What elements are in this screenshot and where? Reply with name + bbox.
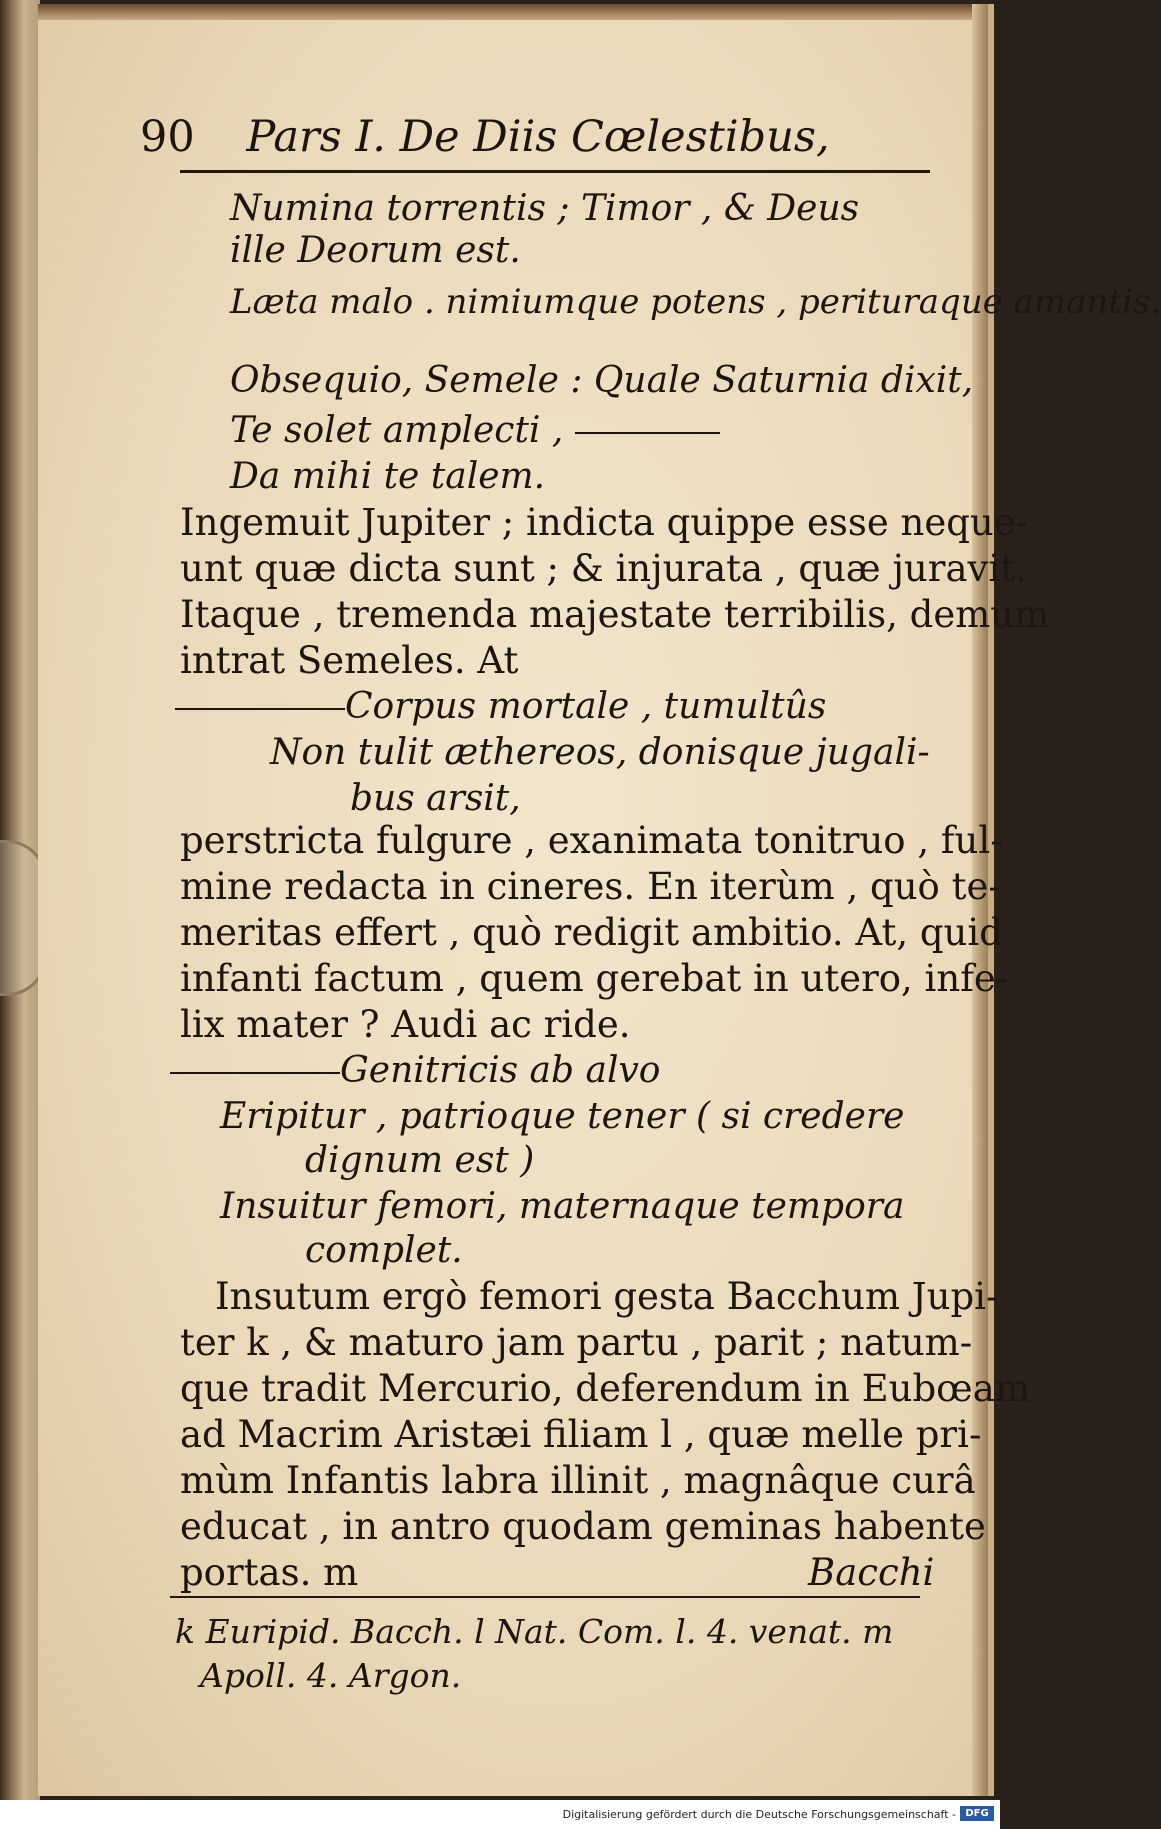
prose-line: unt quæ dicta sunt ; & injurata , quæ juravit. (180, 547, 1027, 590)
funding-credit: Digitalisierung gefördert durch die Deutsche Forschungsgemeinschaft - (562, 1808, 956, 1821)
verse-text: Te solet amplecti , (230, 410, 564, 451)
verse-line (230, 410, 720, 451)
catchword: Bacchi (808, 1551, 935, 1594)
running-title: Pars I. De Diis Cœlestibus, (246, 112, 830, 162)
prose-line: mine redacta in cineres. En iterùm , quò te- (180, 865, 1001, 908)
prose-line: ter k , & maturo jam partu , parit ; natum- (180, 1321, 973, 1364)
prose-line: educat , in antro quodam geminas habente (180, 1505, 986, 1548)
verse-line: Da mihi te talem. (230, 456, 546, 497)
em-rule (175, 708, 345, 710)
prose-line: Ingemuit Jupiter ; indicta quippe esse neque- (180, 501, 1029, 544)
verse-line: Numina torrentis ; Timor , & Deus (230, 188, 860, 229)
footnote-line: k Euripid. Bacch. l Nat. Com. l. 4. venat. m (175, 1612, 894, 1651)
verse-line: Non tulit æthereos, donisque jugali- (270, 732, 930, 773)
verse-line (170, 1050, 660, 1091)
prose-line: que tradit Mercurio, deferendum in Eubœam (180, 1367, 1030, 1410)
verse-text: Genitricis ab alvo (340, 1050, 661, 1091)
verse-line (175, 686, 826, 727)
prose-line: ad Macrim Aristæi filiam l , quæ melle pri- (180, 1413, 982, 1456)
footnote-rule (170, 1596, 920, 1598)
verse-line: Læta malo . nimiumque potens , perituraque amantis. (230, 282, 1161, 322)
prose-line: portas. m (180, 1551, 359, 1594)
page-top-edge (38, 4, 988, 20)
verse-line: dignum est ) (305, 1140, 535, 1181)
running-header (140, 112, 940, 162)
prose-line: mùm Infantis labra illinit , magnâque curâ (180, 1459, 976, 1502)
prose-line: Itaque , tremenda majestate terribilis, demum (180, 593, 1050, 636)
prose-line: meritas effert , quò redigit ambitio. At, quid (180, 911, 1003, 954)
dfg-logo: DFG (960, 1806, 994, 1821)
prose-line: intrat Semeles. At (180, 639, 519, 682)
verse-line: ille Deorum est. (230, 230, 521, 271)
verse-line: complet. (305, 1230, 463, 1271)
prose-line: infanti factum , quem gerebat in utero, infe- (180, 957, 1009, 1000)
verse-line: Insuitur femori, maternaque tempora (220, 1186, 905, 1227)
header-rule (180, 170, 930, 173)
verse-line: Eripitur , patrioque tener ( si credere (220, 1096, 905, 1137)
em-rule (170, 1072, 340, 1074)
prose-line: Insutum ergò femori gesta Bacchum Jupi- (215, 1275, 999, 1318)
verse-line: Obsequio, Semele : Quale Saturnia dixit, (230, 360, 974, 401)
footnote-line: Apoll. 4. Argon. (200, 1656, 462, 1695)
page-number: 90 (140, 112, 195, 162)
prose-line: lix mater ? Audi ac ride. (180, 1003, 631, 1046)
em-rule (575, 432, 720, 434)
prose-line: perstricta fulgure , exanimata tonitruo , ful- (180, 819, 1003, 862)
verse-line: bus arsit, (350, 778, 521, 819)
verse-text: Corpus mortale , tumultûs (345, 686, 827, 727)
